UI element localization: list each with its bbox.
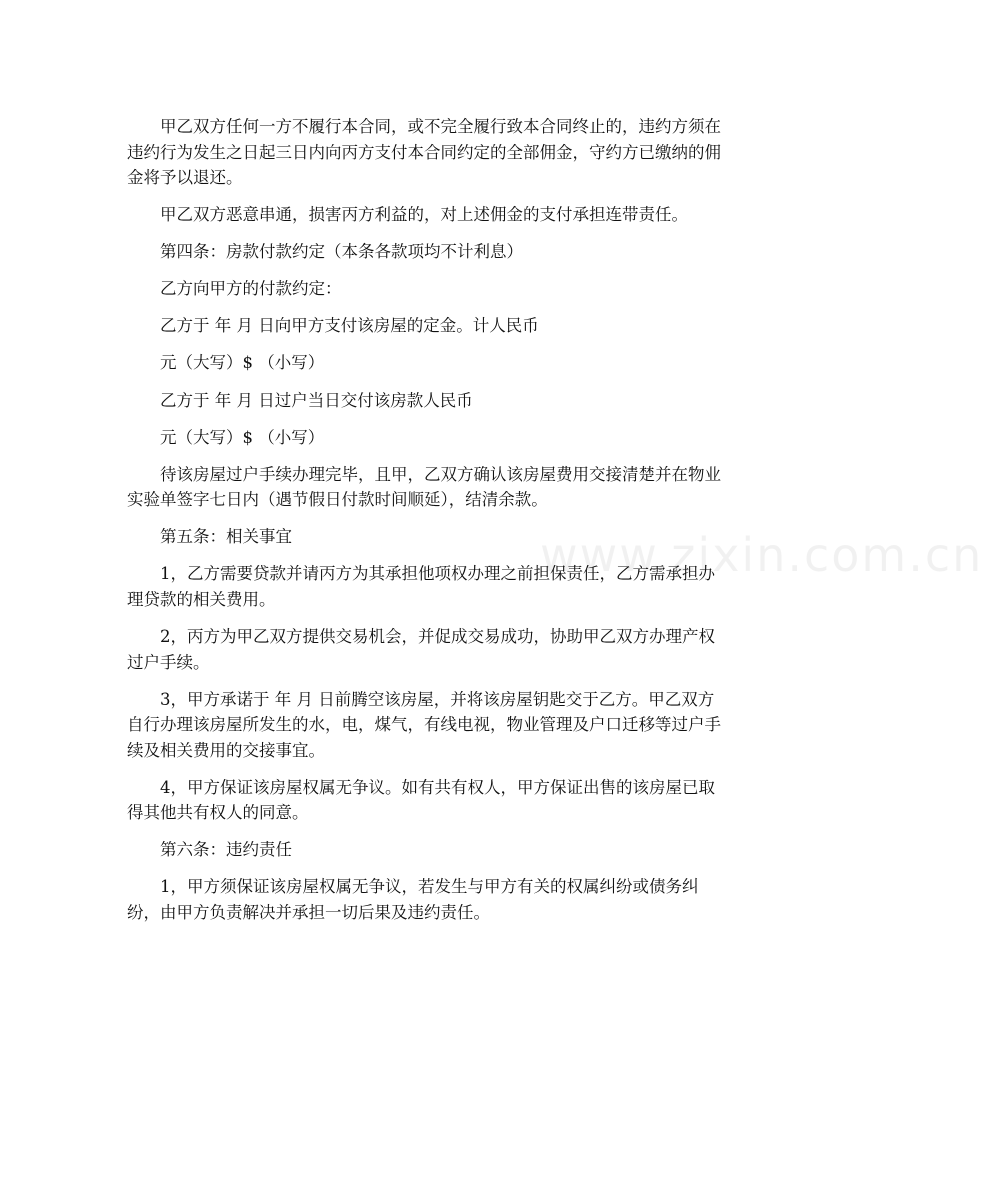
text-line: 过户手续。 (127, 652, 210, 672)
paragraph (127, 462, 800, 513)
paragraph (127, 114, 800, 191)
text-line: 元（大写）$ （小写） (160, 427, 325, 447)
text-line: 第六条：违约责任 (160, 840, 292, 860)
paragraph (127, 561, 800, 612)
text-line: 金将予以退还。 (127, 168, 243, 187)
paragraph (160, 276, 800, 302)
text-line: 1，甲方须保证该房屋权属无争议，若发生与甲方有关的权属纠纷或债务纠 (160, 877, 699, 897)
text-line: 乙方于 年 月 日过户当日交付该房款人民币 (160, 390, 473, 410)
paragraph (160, 202, 800, 228)
text-line: 乙方于 年 月 日向甲方支付该房屋的定金。计人民币 (160, 316, 539, 336)
paragraph (160, 425, 800, 451)
paragraph-gap (160, 413, 800, 425)
paragraph (160, 524, 800, 550)
document-body (127, 114, 800, 925)
text-line: 纷，由甲方负责解决并承担一切后果及违约责任。 (127, 902, 490, 922)
paragraph-gap (160, 339, 800, 351)
paragraph-gap (160, 763, 800, 775)
paragraph (127, 687, 800, 764)
text-line: 理贷款的相关费用。 (127, 589, 276, 609)
paragraph-gap (160, 513, 800, 525)
text-line: 2，丙方为甲乙双方提供交易机会，并促成交易成功，协助甲乙双方办理产权 (160, 627, 715, 647)
paragraph (160, 239, 800, 265)
paragraph (160, 837, 800, 863)
text-line: 甲乙双方任何一方不履行本合同，或不完全履行致本合同终止的，违约方须在 (160, 117, 721, 136)
paragraph (127, 624, 800, 675)
text-line: 违约行为发生之日起三日内向丙方支付本合同约定的全部佣金，守约方已缴纳的佣 (127, 142, 721, 162)
text-line: 实验单签字七日内（遇节假日付款时间顺延），结清余款。 (127, 490, 548, 510)
text-line: 乙方向甲方的付款约定： (160, 279, 342, 299)
text-line: 1，乙方需要贷款并请丙方为其承担他项权办理之前担保责任，乙方需承担办 (160, 564, 715, 584)
paragraph-gap (160, 826, 800, 838)
paragraph-gap (160, 863, 800, 875)
text-line: 元（大写）$ （小写） (160, 353, 325, 373)
paragraph (160, 388, 800, 414)
paragraph (160, 313, 800, 339)
text-line: 待该房屋过户手续办理完毕，且甲，乙双方确认该房屋费用交接清楚并在物业 (160, 464, 721, 484)
paragraph-gap (160, 228, 800, 240)
text-line: 第五条：相关事宜 (160, 527, 292, 547)
paragraph-gap (160, 191, 800, 203)
paragraph (127, 874, 800, 925)
text-line: 得其他共有权人的同意。 (127, 803, 309, 823)
text-line: 第四条：房款付款约定（本条各款项均不计利息） (160, 242, 523, 262)
text-line: 甲乙双方恶意串通，损害丙方利益的，对上述佣金的支付承担连带责任。 (160, 205, 688, 225)
paragraph-gap (160, 550, 800, 562)
paragraph-gap (160, 265, 800, 277)
paragraph-gap (160, 450, 800, 462)
text-line: 自行办理该房屋所发生的水，电，煤气，有线电视，物业管理及户口迁移等过户手 (127, 715, 721, 735)
paragraph (127, 775, 800, 826)
paragraph-gap (160, 302, 800, 314)
watermark: www.zixin.com.cn (540, 528, 983, 582)
paragraph-gap (160, 376, 800, 388)
paragraph-gap (160, 612, 800, 624)
text-line: 4，甲方保证该房屋权属无争议。如有共有权人，甲方保证出售的该房屋已取 (160, 777, 715, 797)
paragraph-gap (160, 675, 800, 687)
paragraph (160, 350, 800, 376)
text-line: 3，甲方承诺于 年 月 日前腾空该房屋，并将该房屋钥匙交于乙方。甲乙双方 (160, 689, 715, 709)
text-line: 续及相关费用的交接事宜。 (127, 740, 325, 760)
